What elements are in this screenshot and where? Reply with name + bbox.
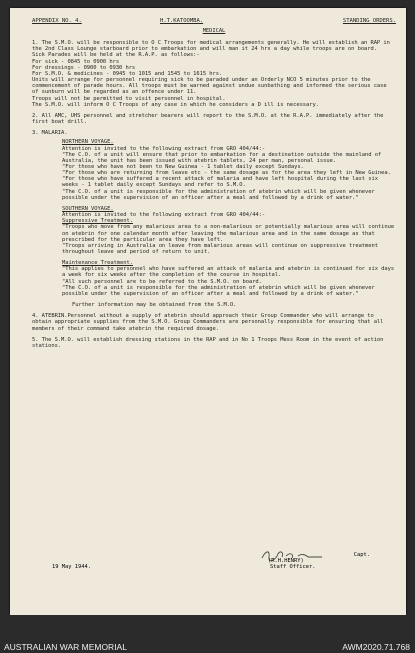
northern-voyage-body: Attention is invited to the following extract from GRO 404/44:- "The C.O. of a unit will ensure that prior to embarkation for a destination outside the mainland of Australia, the unit has been issued with atebrin tablets, 24 per man, personal issue. "For those who have not been to New Guinea - 1 tablet daily except Sundays. "For those who are returning from leave etc - the same dosage as for the area they left in New Guinea. "For those who have suffered a recent attack of malaria and have left hospital during the last six weeks - 1 tablet daily except Sundays and refer to S.M.O. "The C.O. of a unit is responsible for the administration of atebrin which will be given whenever possible under the supervision of an officer after a meal and followed by a drink of water.": [62, 145, 391, 201]
paragraph-4: 4. ATEBRIN.Personnel without a supply of atebrin should approach their Group Commander who will arrange to obtain appropriate supplies from the S.M.O. Group Commanders are personally responsible for ensuring that all members of their command take atebrin the required dosage.: [32, 313, 384, 332]
signatory-role: Staff Officer.: [270, 564, 316, 571]
footer-accession-number: AWM2020.71.768: [342, 642, 410, 652]
paragraph-1: 1. The S.M.O. will be responsible to O C Troops for medical arrangements generally. He will establish an RAP in the 2nd Class Lounge starboard prior to embarkation and will man it 24 hrs a day while troops are on board. Sick Parades will be held at the R.A.P. as follows:- For sick - 0845 to 0900 hrs For dressings - 0900 to 0930 hrs For S.M.O. & medicines - 0945 to 1015 and 1545 to 1615 hrs. Units will arrange for personnel requiring sick to be paraded under an Orderly NCO 5 minutes prior to the commencement of parade hours. All troops must be warned against undue sunbathing and informed the serious case of sunburn will be regarded as an offence under 11. Troops will not be permitted to visit personnel in hospital. The S.M.O. will inform O C Troops of any case in which he considers a D ill is necessary.: [32, 40, 390, 108]
document-header: [32, 18, 396, 28]
document-date: 19 May 1944.: [52, 564, 91, 570]
northern-voyage-heading: NORTHERN VOYAGE.: [62, 139, 114, 146]
suppressive-treatment-body: "Troops who move from any malarious area to a non-malarious or potentially malarious area will continue on atebrin for one calendar month after leaving the malarious area and in the same dosage as that prescribed for the particular area they have left. "Troops arriving in Australia on leave from malarious areas will continue on suppressive treatment throughout leave and period of return to unit.: [62, 224, 395, 255]
archive-footer: [0, 615, 415, 653]
paragraph-5: 5. The S.M.O. will establish dressing stations in the RAP and in No 1 Troops Mess Room in the event of action stations.: [32, 336, 384, 349]
standing-orders-label: STANDING ORDERS.: [342, 18, 396, 24]
section-title: MEDICAL: [202, 28, 226, 34]
ship-name: H.T.KATOOMBA.: [160, 18, 204, 24]
southern-voyage-body: Attention is invited to the following extract from GRO 404/44:-: [62, 212, 266, 219]
southern-voyage-heading: SOUTHERN VOYAGE.: [62, 205, 114, 212]
paragraph-3-heading: 3. MALARIA.: [32, 130, 68, 137]
paragraph-2: 2. All AMC, UHS personnel and stretcher bearers will report to the S.M.O. at the R.A.P. immediately after the first boat drill.: [32, 112, 384, 126]
maintenance-treatment-body: "This applies to personnel who have suffered an attack of malaria and atebrin is continued for six days a week for six weeks after the completion of the course in hospital. "All such personnel are to be referred to the S.M.O. on board. "The C.O. of a unit is responsible for the administration of atebrin which will be given whenever possible under the supervision of an officer after a meal and followed by a drink of water.": [62, 266, 395, 297]
maintenance-treatment-heading: Maintenance Treatment.: [62, 260, 133, 267]
footer-institution: AUSTRALIAN WAR MEMORIAL: [4, 642, 127, 652]
signature-capt: Capt.: [353, 552, 370, 558]
suppressive-treatment-heading: Suppressive Treatment.: [62, 218, 133, 225]
signatory-name: (R.H.HENRY): [268, 558, 304, 565]
further-information: Further information may be obtained from the S.M.O.: [72, 302, 237, 309]
document-page: [10, 8, 406, 615]
document-body: [32, 18, 396, 354]
signature-block: [256, 552, 376, 571]
appendix-number: APPENDIX NO. 4.: [32, 18, 82, 24]
